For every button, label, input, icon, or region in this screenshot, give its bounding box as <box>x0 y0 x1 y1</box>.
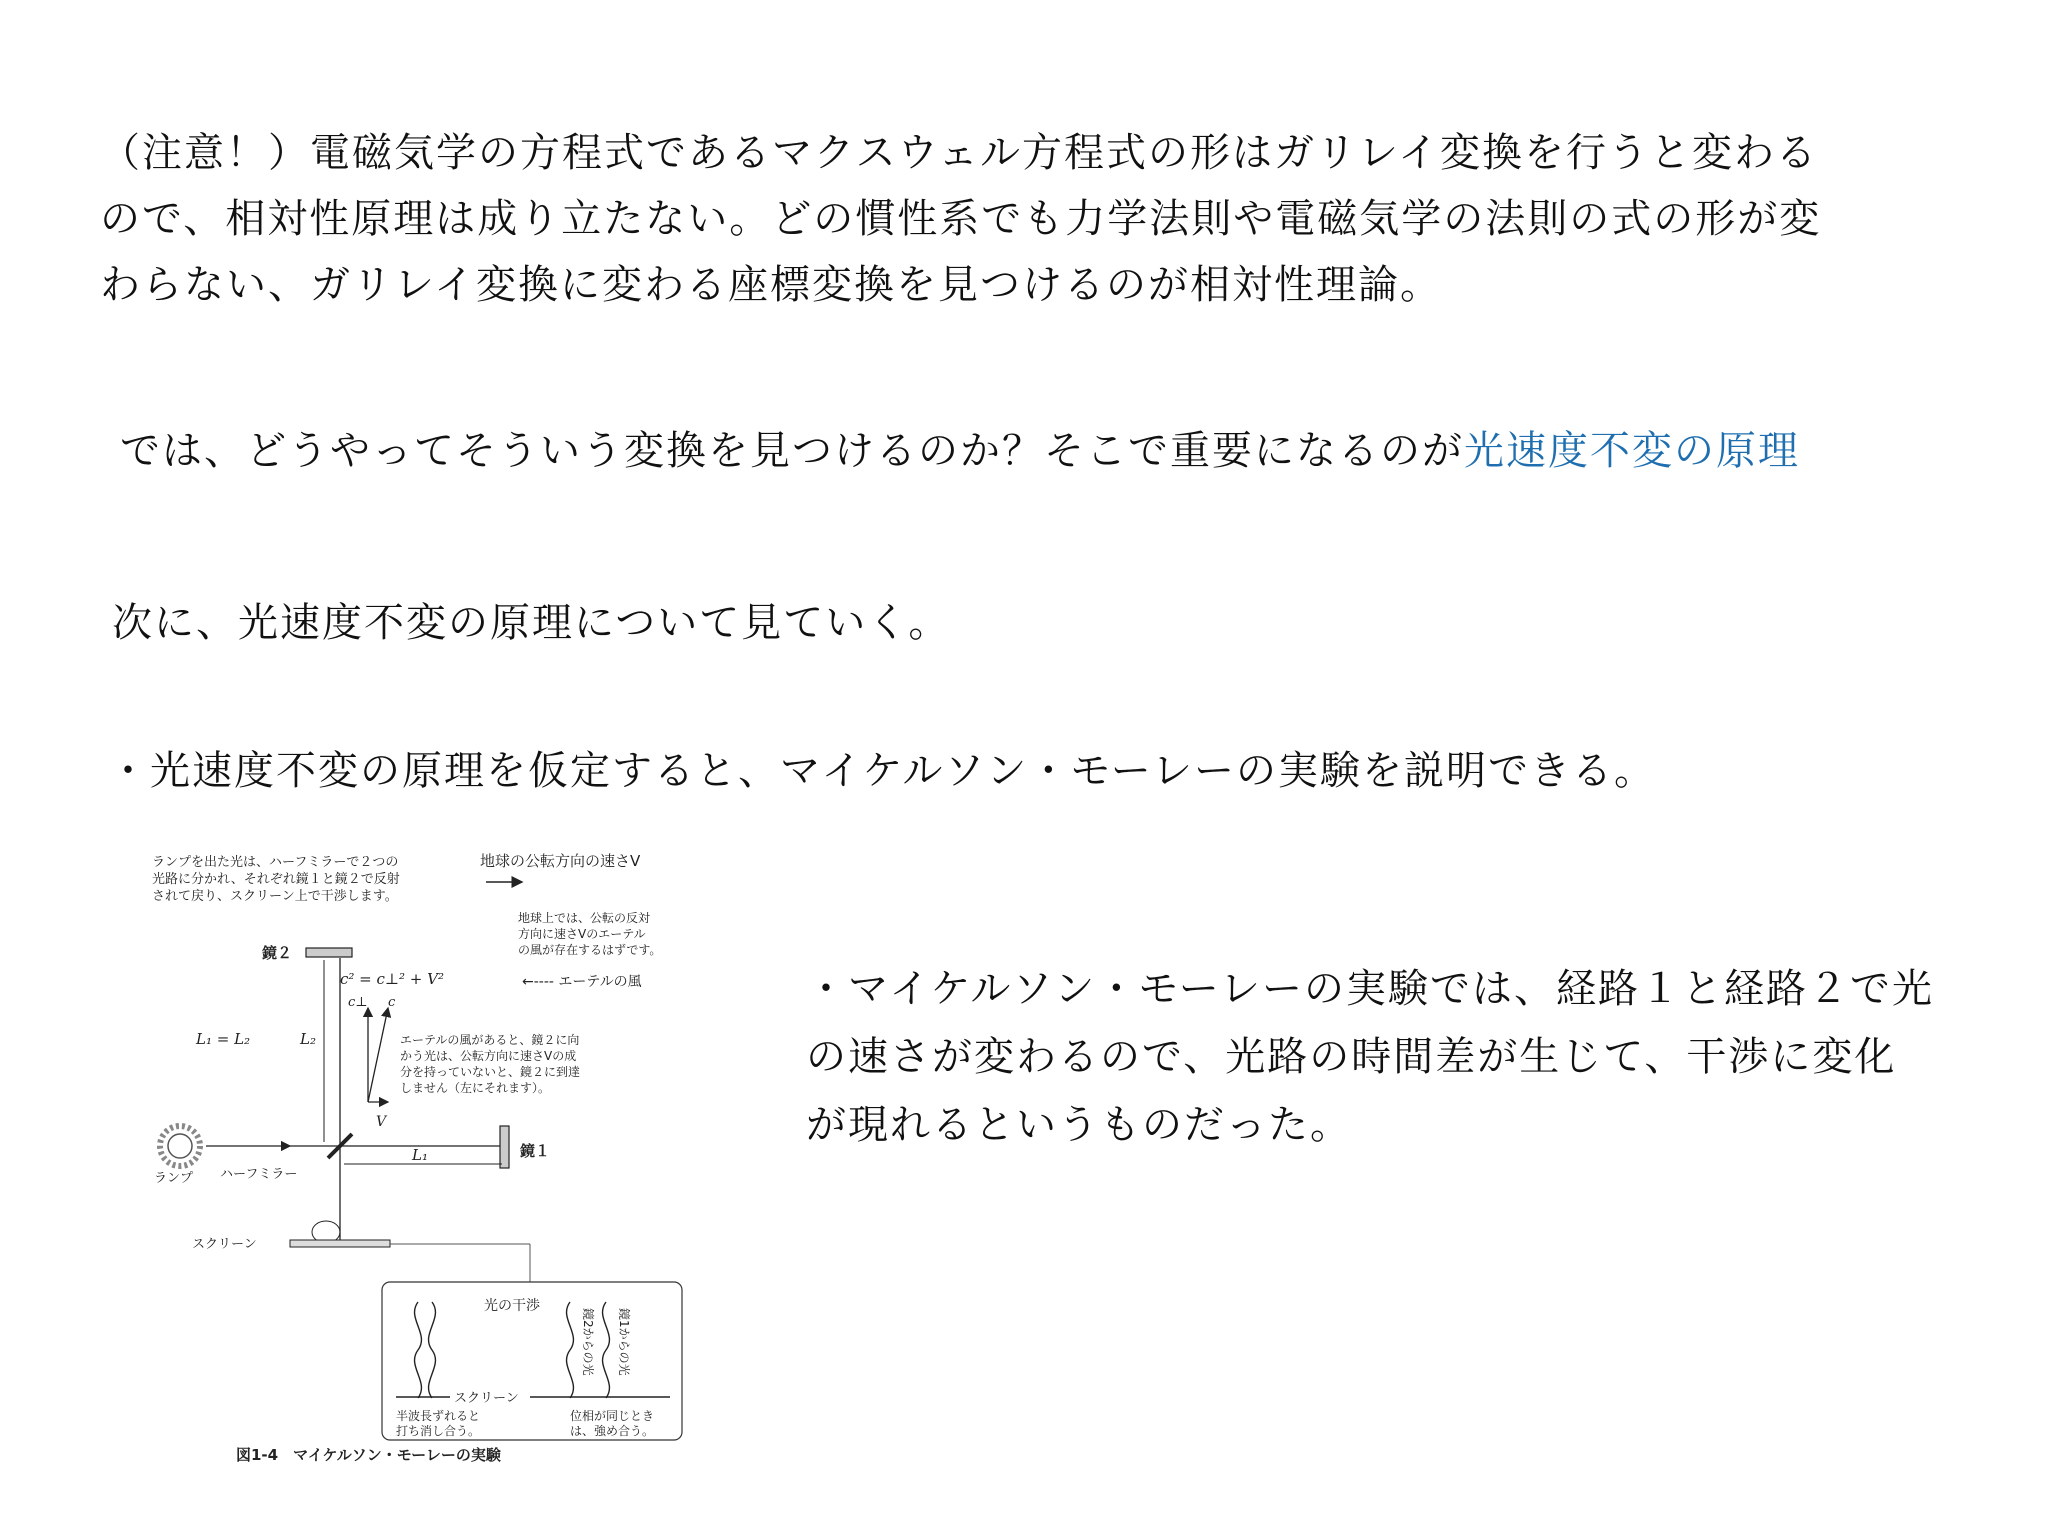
intro-line-1: ランプを出た光は、ハーフミラーで２つの <box>152 855 399 870</box>
intro-line-2: 光路に分かれ、それぞれ鏡１と鏡２で反射 <box>152 872 400 887</box>
lamp-label: ランプ <box>154 1171 194 1186</box>
question-text: では、どうやってそういう変換を見つけるのか？そこで重要になるのが <box>120 428 1464 474</box>
cancel-line-1: 半波長ずれると <box>396 1409 481 1423</box>
l1-label: L₁ <box>412 1146 428 1164</box>
from-mirror2-label: 鏡2からの光 <box>581 1308 595 1376</box>
ether-effect-line-2: かう光は、公転方向に速さVの成 <box>400 1049 577 1063</box>
mirror2 <box>306 948 352 957</box>
michelson-morley-figure <box>150 846 710 1466</box>
mirror1 <box>500 1126 509 1168</box>
screen <box>290 1240 390 1247</box>
bullet2-line-2: の速さが変わるので、光路の時間差が生じて、干渉に変化 <box>806 1034 1897 1080</box>
inset-screen-label: スクリーン <box>454 1391 519 1406</box>
ether-note-line-2: 方向に速さVのエーテル <box>518 927 646 941</box>
l2-label: L₂ <box>300 1030 316 1048</box>
equation: c² = c⊥² + V² <box>340 970 444 988</box>
bullet2-line-3: が現れるというものだった。 <box>806 1102 1352 1148</box>
ether-note-line-1: 地球上では、公転の反対 <box>518 911 651 925</box>
question-paragraph <box>120 418 1800 484</box>
ether-effect-line-3: 分を持っていないと、鏡２に到達 <box>400 1065 581 1079</box>
screen-label: スクリーン <box>192 1237 257 1252</box>
length-equal-label: L₁ = L₂ <box>196 1030 251 1048</box>
ether-wind-label: ←---- エーテルの風 <box>522 974 642 990</box>
note-line-2: ので、相対性原理は成り立たない。どの慣性系でも力学法則や電磁気学の法則の式の形が変 <box>100 196 1822 242</box>
figure-caption: 図1-4 マイケルソン・モーレーの実験 <box>236 1446 501 1464</box>
from-mirror1-label: 鏡1からの光 <box>617 1308 631 1376</box>
bullet2-line-1: ・マイケルソン・モーレーの実験では、経路１と経路２で光 <box>806 966 1934 1012</box>
cancel-line-2: 打ち消し合う。 <box>396 1424 481 1438</box>
figure-svg <box>150 846 710 1466</box>
bullet-experiment-explained: ・光速度不変の原理を仮定すると、マイケルソン・モーレーの実験を説明できる。 <box>108 748 1656 794</box>
lamp-icon <box>168 1134 192 1158</box>
v-label: V <box>376 1114 387 1130</box>
reinforce-line-1: 位相が同じとき <box>570 1409 655 1423</box>
reinforce-line-2: は、強め合う。 <box>570 1424 655 1438</box>
note-line-1: （注意！）電磁気学の方程式であるマクスウェル方程式の形はガリレイ変換を行うと変わる <box>100 130 1818 176</box>
note-line-3: わらない、ガリレイ変換に変わる座標変換を見つけるのが相対性理論。 <box>100 262 1442 308</box>
mirror2-label: 鏡２ <box>262 944 293 962</box>
principle-highlight: 光速度不変の原理 <box>1464 428 1800 474</box>
intro-line-3: されて戻り、スクリーン上で干渉します。 <box>152 889 398 904</box>
half-mirror-label: ハーフミラー <box>220 1167 298 1182</box>
note-paragraph <box>100 120 1821 318</box>
earth-velocity-label: 地球の公転方向の速さV <box>480 852 641 870</box>
mirror1-label: 鏡１ <box>520 1142 551 1160</box>
interference-title: 光の干渉 <box>484 1298 540 1314</box>
ether-effect-line-1: エーテルの風があると、鏡２に向 <box>400 1033 580 1047</box>
c-label: c <box>388 995 396 1010</box>
c-vector <box>368 1008 388 1102</box>
bullet-experiment-description <box>806 955 1934 1159</box>
ether-note-line-3: の風が存在するはずです。 <box>518 943 662 957</box>
c-perp-label: c⊥ <box>348 995 368 1010</box>
ether-effect-line-4: しません（左にそれます）。 <box>400 1081 551 1095</box>
next-paragraph: 次に、光速度不変の原理について見ていく。 <box>112 600 951 646</box>
